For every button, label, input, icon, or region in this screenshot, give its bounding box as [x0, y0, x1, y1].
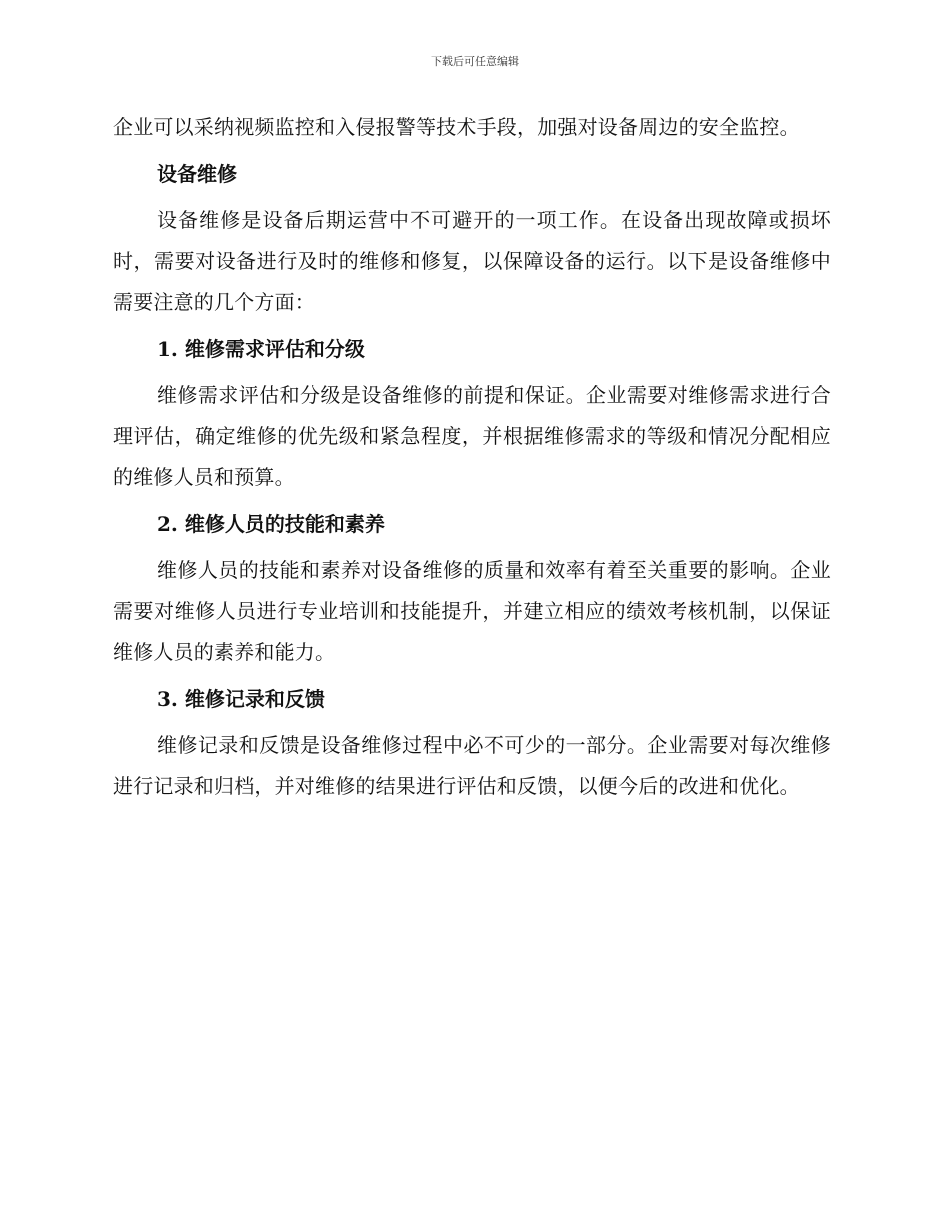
section-paragraph: 设备维修是设备后期运营中不可避开的一项工作。在设备出现故障或损坏时，需要对设备进行及时的维修和修复，以保障设备的运行。以下是设备维修中需要注意的几个方面：: [113, 208, 831, 314]
subsection-paragraph-1: 维修需求评估和分级是设备维修的前提和保证。企业需要对维修需求进行合理评估，确定维修的优先级和紧急程度，并根据维修需求的等级和情况分配相应的维修人员和预算。: [113, 383, 831, 489]
subsection-heading-1: 1. 维修需求评估和分级: [157, 337, 365, 361]
subsection-paragraph-2: 维修人员的技能和素养对设备维修的质量和效率有着至关重要的影响。企业需要对维修人员进行专业培训和技能提升，并建立相应的绩效考核机制，以保证维修人员的素养和能力。: [113, 558, 831, 664]
intro-paragraph: 企业可以采纳视频监控和入侵报警等技术手段，加强对设备周边的安全监控。: [113, 115, 800, 139]
subsection-heading-3: 3. 维修记录和反馈: [157, 687, 325, 711]
document-body: [113, 107, 831, 807]
section-heading: 设备维修: [157, 162, 237, 186]
subsection-paragraph-3: 维修记录和反馈是设备维修过程中必不可少的一部分。企业需要对每次维修进行记录和归档，并对维修的结果进行评估和反馈，以便今后的改进和优化。: [113, 733, 831, 798]
page-header: 下载后可任意编辑: [431, 55, 519, 68]
subsection-heading-2: 2. 维修人员的技能和素养: [157, 512, 385, 536]
